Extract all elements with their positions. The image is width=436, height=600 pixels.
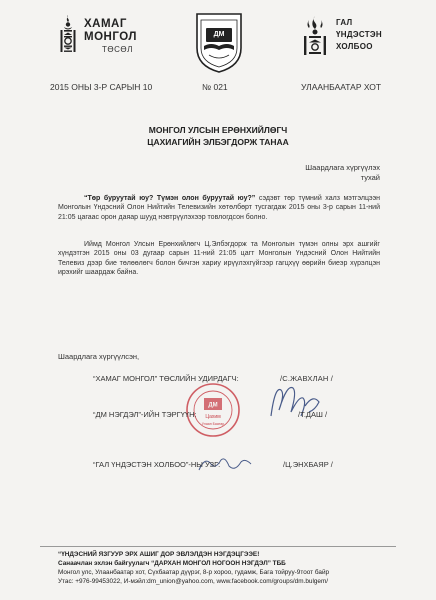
letter-number: № 021 bbox=[202, 82, 228, 92]
stamp-text: Цахим bbox=[205, 414, 221, 420]
dm-union-logo bbox=[193, 8, 245, 74]
subject bbox=[305, 163, 380, 183]
footer-org: Санаачлан эхлэн байгуулагч “ДАРХАН МОНГОЛ НОГООН НЭГДЭЛ” ТББ bbox=[58, 560, 286, 567]
right-logo-line3: ХОЛБОО bbox=[336, 42, 373, 51]
fire-soyombo-icon bbox=[300, 14, 330, 56]
gal-undesten-logo bbox=[300, 14, 410, 56]
body-paragraph-1 bbox=[58, 194, 380, 222]
signature-1-name: /С.ЖАВХЛАН / bbox=[280, 374, 334, 383]
body-paragraph-1-text: сэдэвт төр түмний халз мэтгэлцээн Монголын Үндэсний Олон Нийтийн Телевизийн хөтөлбөрт тусгагдаж 2015 оны 3-р сарын 11-ний 21:05 цагаас орон даяар шууд нэвтрүүлэхээр товлогдсон болно. bbox=[58, 195, 381, 221]
subject-line1: Шаардлага хүргүүлэх bbox=[305, 163, 380, 172]
dm-mark: ДМ bbox=[213, 31, 225, 38]
dm-emblem-icon bbox=[193, 8, 245, 74]
signature-2-org: “ДМ НЭГДЭЛ”-ИЙН ТЭРГҮҮН: bbox=[93, 410, 197, 419]
greeting: Шаардлага хүргүүлсэн, bbox=[58, 352, 140, 361]
left-logo-line1: ХАМАГ bbox=[84, 18, 127, 30]
debate-title: “Төр буруутай юу? Түмэн олон буруутай юу?” bbox=[84, 195, 256, 202]
right-logo-line1: ГАЛ bbox=[336, 18, 353, 27]
signature-1-org: “ХАМАГ МОНГОЛ” ТӨСЛИЙН УДИРДАГЧ: bbox=[93, 374, 239, 383]
signature-3-name: /Ц.ЭНХБАЯР / bbox=[283, 460, 333, 469]
addressee-line2: ЦАХИАГИЙН ЭЛБЭГДОРЖ ТАНАА bbox=[147, 137, 289, 147]
addressee bbox=[0, 124, 436, 148]
letter-date: 2015 ОНЫ 3-Р САРЫН 10 bbox=[50, 82, 153, 92]
hamag-mongol-logo bbox=[58, 14, 168, 54]
body-paragraph-2: Иймд Монгол Улсын Ерөнхийлөгч Ц.Элбэгдорж та Монголын түмэн олны эрх ашгийг хүндэтгэн 2015 оны 03 дугаар сарын 11-ний 21:05 цагт Монголын Үндэсний Олон Нийтийн Телевиз дээр бие төлөөлөгч болон бичгэн хариу ирүүлэхгүйгээр гагцхүү өөрийн биеэр хүрэлцэн ирэхийг шаардаж байна. bbox=[58, 241, 380, 277]
footer-contacts: Утас: +976-99453022, И-мэйл:dm_union@yahoo.com, www.facebook.com/groups/dm.bulgem/ bbox=[58, 578, 329, 585]
letter-city: УЛААНБААТАР ХОТ bbox=[301, 82, 382, 92]
left-logo-line2: МОНГОЛ bbox=[84, 31, 137, 43]
footer-divider bbox=[40, 546, 396, 547]
right-logo-line2: ҮНДЭСТЭН bbox=[336, 30, 382, 39]
footer-address: Монгол улс, Улаанбаатар хот, Сүхбаатар дүүрэг, 8-р хороо, гудамж, Бага тойруу-9тоот байр bbox=[58, 569, 330, 576]
subject-line2: тухай bbox=[360, 173, 380, 182]
left-logo-line3: ТӨСӨЛ bbox=[102, 45, 133, 54]
addressee-line1: МОНГОЛ УЛСЫН ЕРӨНХИЙЛӨГЧ bbox=[148, 125, 288, 135]
signature-2-name: /Т.ДАШ / bbox=[298, 410, 328, 419]
footer-slogan: “ҮНДЭСНИЙ ЯЗГУУР ЭРХ АШИГ ДОР ЭВЛЭЛДЭН НЭГДЭЦГЭЭЕ! bbox=[58, 551, 260, 558]
soyombo-icon bbox=[58, 14, 78, 54]
stamp-sub: Улаан Баатар bbox=[201, 422, 225, 426]
signature-3-org: “ГАЛ ҮНДЭСТЭН ХОЛБОО”-НЫ УЗГ: bbox=[93, 460, 221, 469]
svg-text:ДМ: ДМ bbox=[208, 402, 218, 409]
